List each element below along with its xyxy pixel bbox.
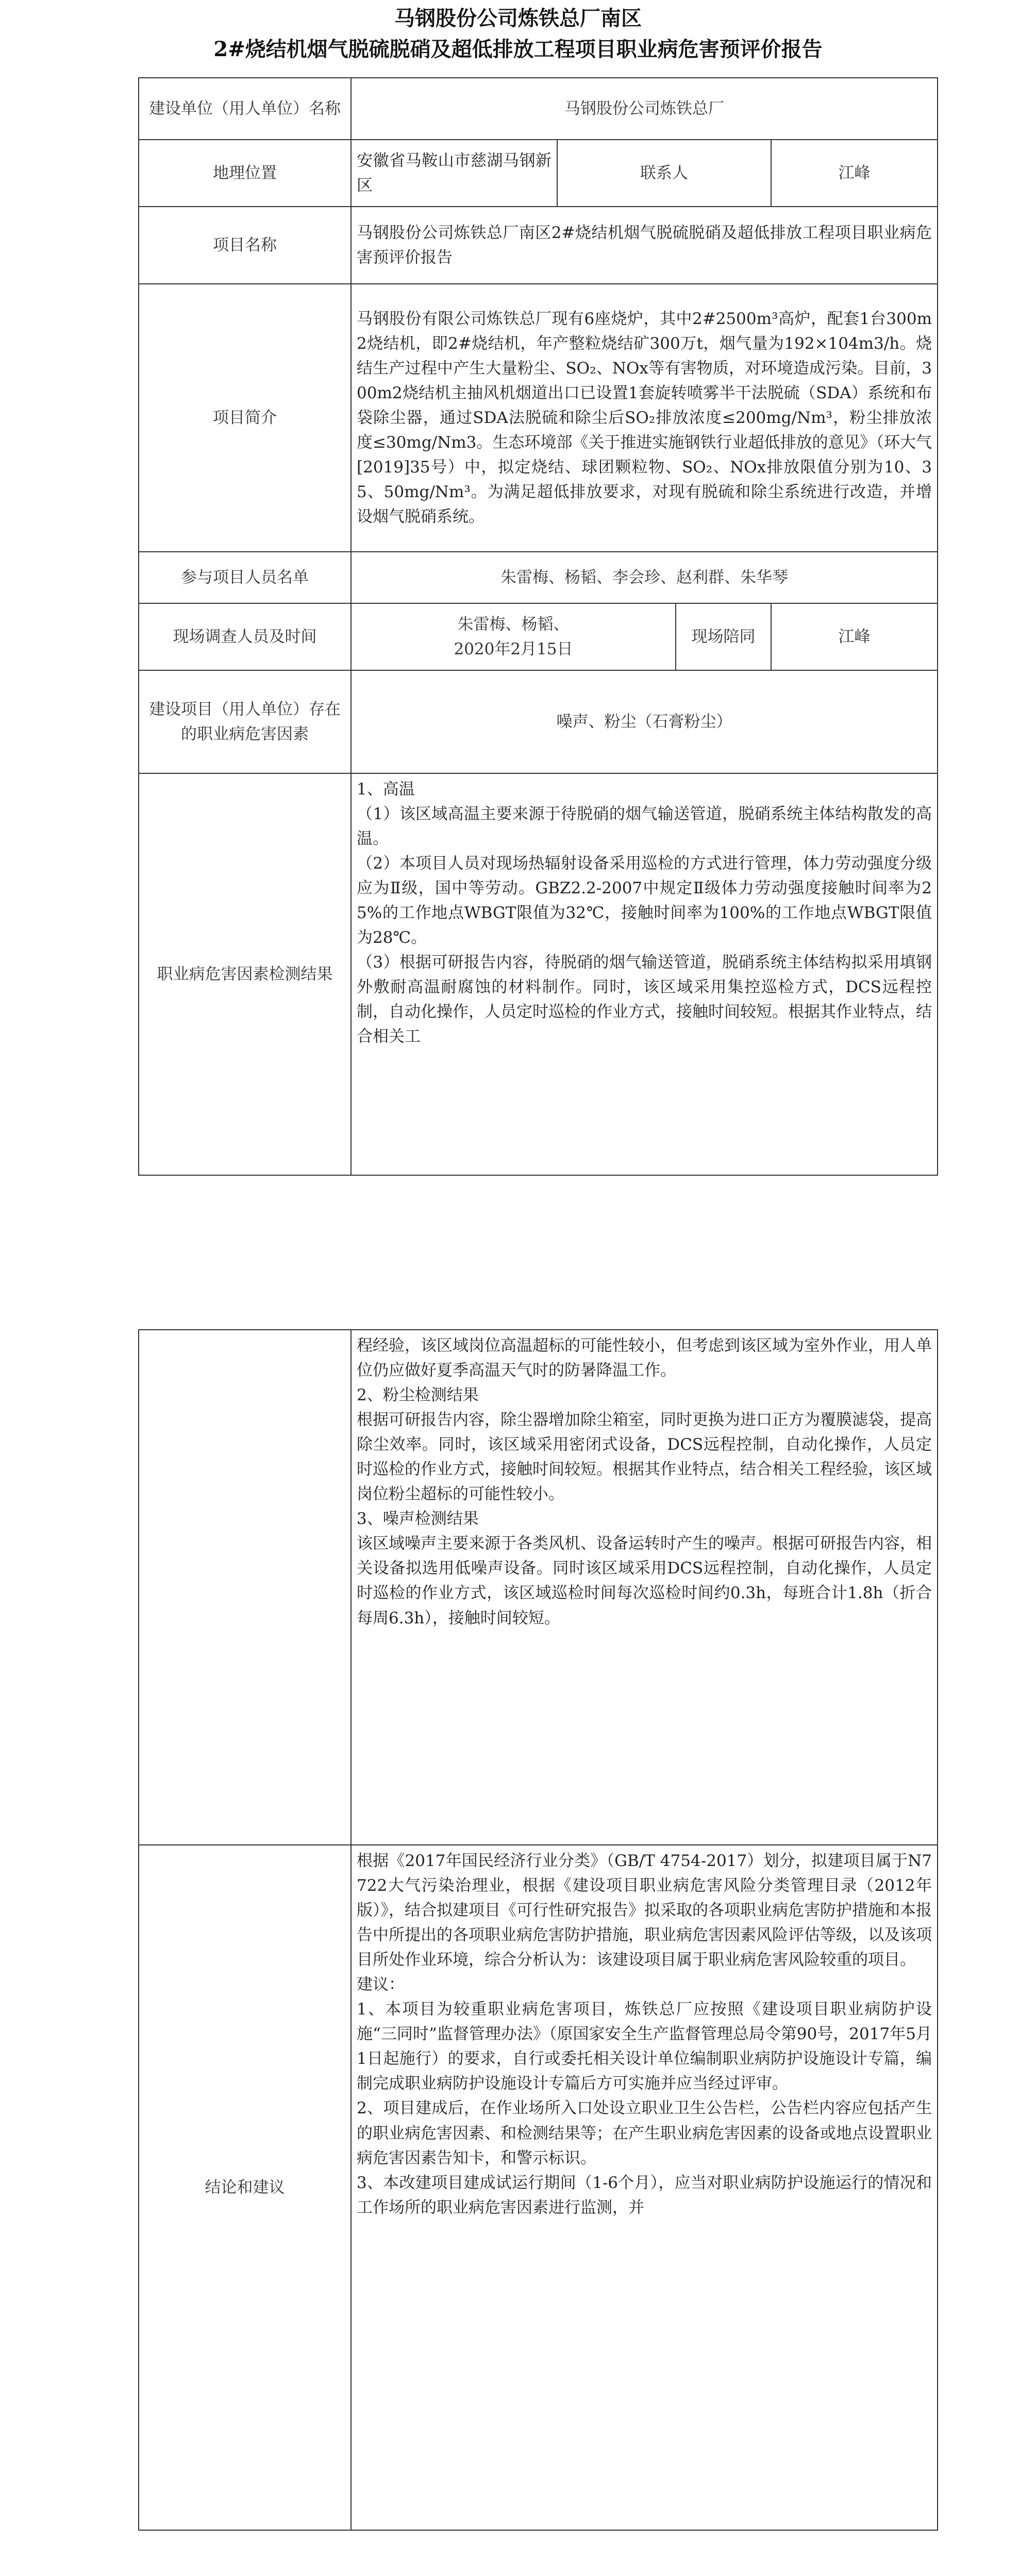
document-title-line2: 2#烧结机烟气脱硫脱硝及超低排放工程项目职业病危害预评价报告 — [213, 37, 823, 61]
value-detection-results-cont — [351, 1330, 938, 1845]
survey-staff-names: 朱雷梅、杨韬、 — [457, 615, 570, 634]
value-project-intro: 马钢股份有限公司炼铁总厂现有6座烧炉，其中2#2500m³高炉，配套1台300m2烧结机，即2#烧结机，年产整粒烧结矿300万t，烟气量为192×104m3/h。烧结生产过程中产生大量粉尘、SO₂、NOx等有害物质，对环境造成污染。目前，300m2烧结机主抽风机烟道出口已设置1套旋转喷雾半干法脱硫（SDA）系统和布袋除尘器，通过SDA法脱硫和除尘后SO₂排放浓度≤200mg/Nm³，粉尘排放浓度≤30mg/Nm3。生态环境部《关于推进实施钢铁行业超低排放的意见》（环大气[2019]35号）中，拟定烧结、球团颗粒物、SO₂、NOx排放限值分别为10、35、50mg/Nm³。为满足超低排放要求，对现有脱硫和除尘系统进行改造，并增设烟气脱硝系统。 — [351, 284, 938, 552]
value-location: 安徽省马鞍山市慈湖马钢新区 — [351, 140, 557, 207]
value-project-name: 马钢股份公司炼铁总厂南区2#烧结机烟气脱硫脱硝及超低排放工程项目职业病危害预评价报告 — [351, 207, 938, 284]
label-participants: 参与项目人员名单 — [139, 552, 351, 603]
paragraph: （2）本项目人员对现场热辐射设备采用巡检的方式进行管理，体力劳动强度分级应为Ⅱ级，国中等劳动。GBZ2.2-2007中规定Ⅱ级体力劳动强度接触时间率为25%的工作地点WBGT限值为32℃，接触时间率为100%的工作地点WBGT限值为28℃。 — [357, 854, 932, 947]
label-unit-name: 建设单位（用人单位）名称 — [139, 78, 351, 140]
document-title-line1: 马钢股份公司炼铁总厂南区 — [394, 6, 642, 30]
table-row — [139, 1845, 938, 2530]
value-contact: 江峰 — [771, 140, 938, 207]
table-row — [139, 140, 938, 207]
table-row — [139, 78, 938, 140]
paragraph: 根据可研报告内容，除尘器增加除尘箱室，同时更换为进口正方为覆膜滤袋，提高除尘效率。同时，该区域采用密闭式设备，DCS远程控制，自动化操作，人员定时巡检的作业方式，接触时间较短。根据其作业特点，结合相关工程经验，该区域岗位粉尘超标的可能性较小。 — [357, 1411, 932, 1504]
label-hazard-factors: 建设项目（用人单位）存在的职业病危害因素 — [139, 670, 351, 773]
paragraph: 3、噪声检测结果 — [357, 1510, 479, 1529]
survey-date: 2020年2月15日 — [454, 640, 573, 658]
paragraph: 2、粉尘检测结果 — [357, 1386, 479, 1405]
table-row — [139, 207, 938, 284]
paragraph: 1、本项目为较重职业病危害项目，炼铁总厂应按照《建设项目职业病防护设施“三同时”监督管理办法》（原国家安全生产监督管理总局令第90号，2017年5月1日起施行）的要求，自行或委托相关设计单位编制职业病防护设施设计专篇，编制完成职业病防护设施设计专篇后方可实施并应当经过评审。 — [357, 2000, 932, 2093]
label-survey-staff: 现场调查人员及时间 — [139, 603, 351, 670]
label-accompany: 现场陪同 — [676, 603, 771, 670]
label-project-intro: 项目简介 — [139, 284, 351, 552]
paragraph: 根据《2017年国民经济行业分类》（GB/T 4754-2017）划分，拟建项目属于N7722大气污染治理业，根据《建设项目职业病危害风险分类管理目录（2012年版）》，结合拟建项目《可行性研究报告》拟采取的各项职业病危害防护措施和本报告中所提出的各项职业病危害防护措施，职业病危害因素风险评估等级，以及该项目所处作业环境，综合分析认为：该建设项目属于职业病危害风险较重的项目。 — [357, 1852, 932, 1970]
label-empty — [139, 1330, 351, 1845]
table-row — [139, 670, 938, 773]
value-unit-name: 马钢股份公司炼铁总厂 — [351, 78, 938, 140]
paragraph: （1）该区域高温主要来源于待脱硝的烟气输送管道，脱硝系统主体结构散发的高温。 — [357, 805, 932, 849]
paragraph: 建议： — [357, 1975, 405, 1994]
value-conclusion — [351, 1845, 938, 2530]
table-row — [139, 773, 938, 1175]
label-conclusion: 结论和建议 — [139, 1845, 351, 2530]
paragraph: （3）根据可研报告内容，待脱硝的烟气输送管道，脱硝系统主体结构拟采用填钢外敷耐高温耐腐蚀的材料制作。同时，该区域采用集控巡检方式，DCS远程控制，自动化操作，人员定时巡检的作业方式，接触时间较短。根据其作业特点，结合相关工 — [357, 953, 932, 1046]
label-contact: 联系人 — [557, 140, 771, 207]
report-table-part-2 — [138, 1329, 938, 2531]
label-project-name: 项目名称 — [139, 207, 351, 284]
table-row — [139, 552, 938, 603]
table-row — [139, 603, 938, 670]
paragraph: 2、项目建成后，在作业场所入口处设立职业卫生公告栏，公告栏内容应包括产生的职业病危害因素、和检测结果等；在产生职业病危害因素的设备或地点设置职业病危害因素告知卡，和警示标识。 — [357, 2099, 932, 2167]
value-hazard-factors: 噪声、粉尘（石膏粉尘） — [351, 670, 938, 773]
label-location: 地理位置 — [139, 140, 351, 207]
value-survey-staff — [351, 603, 676, 670]
report-table-part-1 — [138, 77, 938, 1176]
paragraph: 该区域噪声主要来源于各类风机、设备运转时产生的噪声。根据可研报告内容，相关设备拟选用低噪声设备。同时该区域采用DCS远程控制，自动化操作，人员定时巡检的作业方式，该区域巡检时间每次巡检时间约0.3h，每班合计1.8h（折合每周6.3h），接触时间较短。 — [357, 1534, 932, 1628]
paragraph: 1、高温 — [357, 780, 415, 799]
paragraph: 3、本改建项目建成试运行期间（1-6个月），应当对职业病防护设施运行的情况和工作场所的职业病危害因素进行监测，并 — [357, 2173, 932, 2217]
value-detection-results — [351, 773, 938, 1175]
paragraph: 程经验，该区域岗位高温超标的可能性较小，但考虑到该区域为室外作业，用人单位仍应做好夏季高温天气时的防暑降温工作。 — [357, 1336, 932, 1380]
label-detection-results: 职业病危害因素检测结果 — [139, 773, 351, 1175]
value-participants: 朱雷梅、杨韬、李会珍、赵利群、朱华琴 — [351, 552, 938, 603]
table-row — [139, 1330, 938, 1845]
value-accompany: 江峰 — [771, 603, 938, 670]
table-row — [139, 284, 938, 552]
